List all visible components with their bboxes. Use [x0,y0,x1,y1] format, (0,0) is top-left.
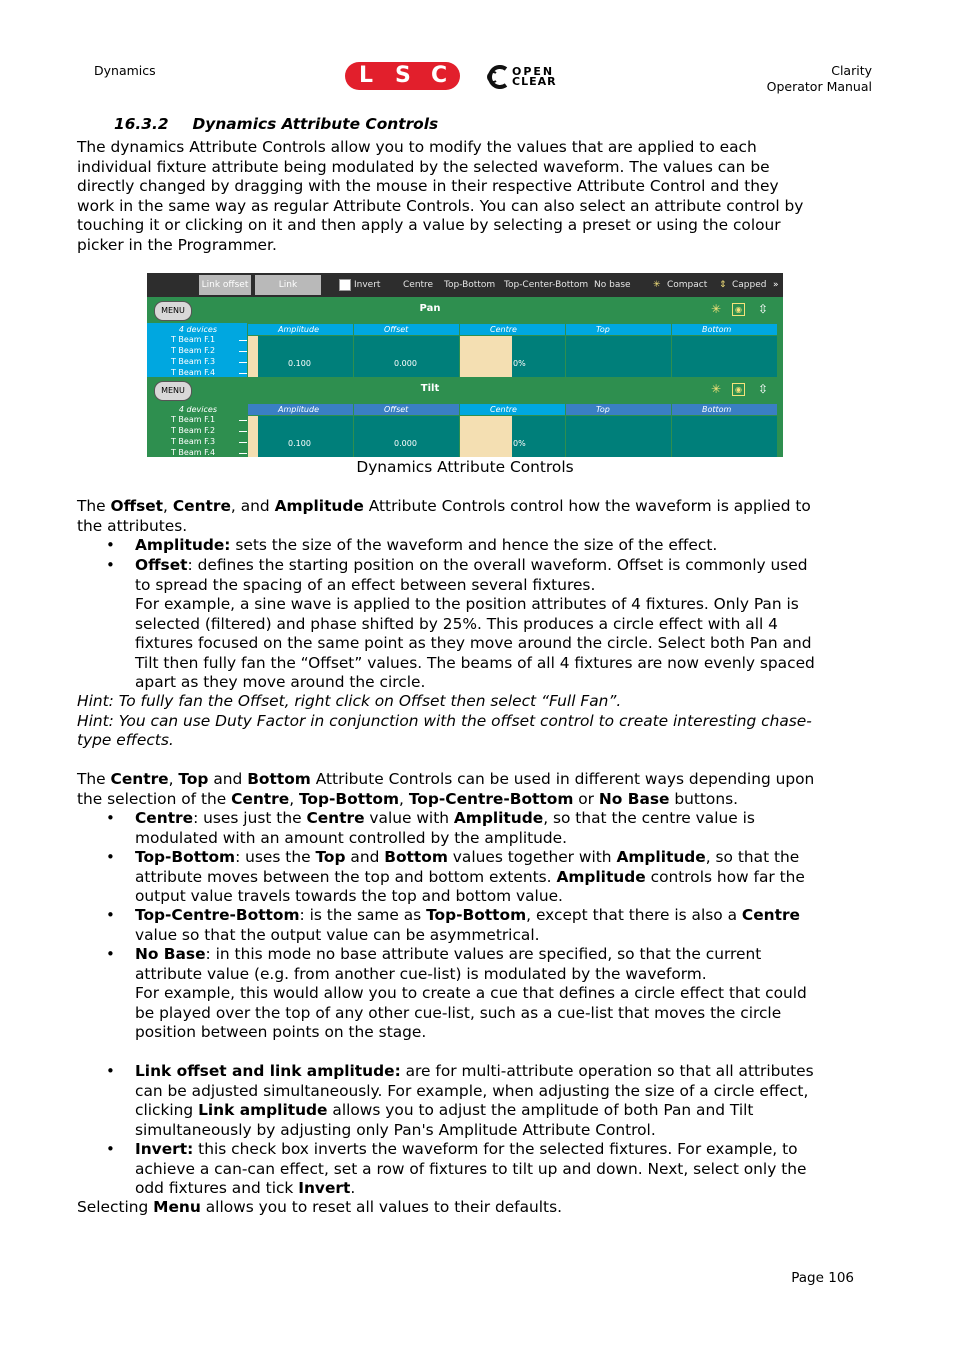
bold-term: Amplitude: [135,536,231,554]
text-line: attribute value (e.g. from another cue-list) is modulated by the waveform. [135,964,707,983]
bold-term: Link offset and link amplitude: [135,1062,401,1080]
pan-centre-control[interactable] [460,336,565,377]
lsc-logo-letter: L [359,63,374,88]
text-line: position between points on the stage. [135,1023,427,1041]
lsc-logo-letter: S [395,63,411,88]
text-line [77,770,857,790]
bold-term: Centre [741,906,800,924]
text-line: directly changed by dragging with the mouse in their respective Attribute Control and they [77,177,779,195]
bullet-amplitude [135,536,855,556]
tilt-offset-value: 0.000 [394,439,417,448]
bold-term: Top [178,770,209,788]
text-line [135,848,855,868]
text-run: Selecting [77,1198,154,1216]
tilt-amplitude-control[interactable] [248,416,353,457]
pan-device-list [147,323,247,377]
text-line: For example, this would allow you to create a cue that defines a circle effect that could [135,984,807,1002]
device-tick [239,420,247,421]
text-line [135,1101,855,1121]
text-run: The [77,770,111,788]
link-offset-button[interactable]: Link offset [199,275,251,295]
text-line: achieve a can-can effect, set a row of fixtures to tilt up and down. Next, select only the [135,1159,807,1178]
lsc-logo [345,62,460,90]
bullet-link [135,1062,855,1140]
column-header-offset: Offset [354,404,459,415]
dynamics-attribute-controls-screenshot [147,273,783,457]
bold-term: Centre [172,497,231,515]
device-label: T Beam F.3 [171,437,216,446]
hint-line: Hint: To fully fan the Offset, right click on Offset then select “Full Fan”. [77,692,622,710]
running-header-left: Dynamics [94,63,156,78]
text-run: , and [230,497,275,515]
text-run: this check box inverts the waveform for the selected fixtures. For example, to [193,1140,798,1158]
compact-icon[interactable]: ✳ [710,382,722,396]
section-number: 16.3.2 [114,115,169,133]
text-run: or [573,789,599,808]
tilt-section [147,377,783,457]
text-line [77,497,857,517]
column-header-centre: Centre [460,404,565,415]
text-line: apart as they move around the circle. [135,673,426,691]
expand-collapse-icon[interactable]: ⇳ [757,302,769,316]
device-label: T Beam F.4 [171,368,216,377]
device-label: T Beam F.1 [171,335,216,344]
text-line: fixtures focused on the same point as they move around the circle. Select both Pan and [135,634,812,652]
bold-term: Amplitude [274,497,364,515]
running-header-right [767,63,872,95]
bullet-icon: • [106,848,115,866]
tilt-bottom-control[interactable] [672,416,777,457]
bold-term: Top-Bottom [135,848,236,866]
text-line: picker in the Programmer. [77,235,277,254]
column-header-bottom: Bottom [672,404,777,415]
bold-term: Amplitude [453,809,544,827]
pan-section-bar [147,297,783,323]
bold-term: Top-Centre-Bottom [408,789,574,808]
pan-bottom-control[interactable] [672,336,777,377]
expand-collapse-icon[interactable]: ⇳ [757,382,769,396]
amplitude-level-bar [248,416,258,457]
menu-paragraph [77,1198,857,1218]
text-run: sets the size of the waveform and hence the size of the effect. [230,536,718,554]
text-run: , [163,497,173,515]
text-run: clicking [135,1101,199,1119]
top-bottom-button[interactable]: Top-Bottom [444,280,496,290]
pan-section-title: Pan [419,303,441,314]
text-run: and [208,770,248,788]
capped-icon: ⇕ [719,280,727,290]
centre-top-bottom-paragraph [77,770,857,809]
offset-centre-amplitude-paragraph [77,497,857,536]
device-tick [239,442,247,443]
text-line [135,809,855,829]
section-title: Dynamics Attribute Controls [192,115,439,133]
text-line [77,790,857,810]
text-run: value with [364,809,454,827]
text-run: : in this mode no base attribute values are specified, so that the current [205,945,762,963]
bold-term: No Base [598,789,670,808]
bold-term: Top-Bottom [426,906,527,924]
tilt-centre-value: 0% [513,439,526,448]
lsc-logo-letter: C [431,63,448,88]
bold-term: Link amplitude [198,1101,328,1119]
bullet-icon: • [106,945,115,963]
device-label: T Beam F.3 [171,357,216,366]
text-run: controls how far the [645,867,805,886]
text-run: : is the same as [299,906,427,924]
text-line [135,556,855,576]
device-tick [239,340,247,341]
text-line: The dynamics Attribute Controls allow you to modify the values that are applied to each [77,138,757,156]
more-toolbar-button[interactable]: » [773,280,779,290]
link-amplitude-button[interactable]: Link [255,275,321,295]
text-run: : defines the starting position on the overall waveform. Offset is commonly used [187,556,808,574]
device-tick [239,351,247,352]
text-run: The [77,497,111,515]
tilt-centre-control[interactable] [460,416,565,457]
capped-icon[interactable]: ◉ [732,303,745,316]
bold-term: Menu [153,1198,201,1216]
device-label: T Beam F.4 [171,448,216,457]
bold-term: Amplitude [556,867,646,886]
open-clear-logo-line2: CLEAR [512,75,557,88]
bold-term: Centre [110,770,169,788]
bold-term: Amplitude [616,848,706,866]
bullet-centre [135,809,855,848]
bullet-icon: • [106,809,115,827]
section-heading [114,115,438,135]
centre-level-bar [460,416,512,457]
text-line: work in the same way as regular Attribute Controls. You can also select an attribute control by [77,196,804,215]
text-line [135,868,855,888]
text-run: Attribute Controls control how the waveform is applied to [363,497,811,515]
text-run: , [168,770,179,788]
tilt-offset-control[interactable] [354,416,459,457]
centre-level-bar [460,336,512,377]
product-name: Clarity [831,63,872,78]
text-line [135,945,855,965]
text-line: individual fixture attribute being modulated by the selected waveform. The values can be [77,157,770,176]
text-line: can be adjusted simultaneously. For example, when adjusting the size of a circle effect, [135,1081,809,1100]
column-header-centre: Centre [460,324,565,335]
column-header-top: Top [566,324,671,335]
tilt-amplitude-value: 0.100 [288,439,311,448]
pan-offset-value: 0.000 [394,359,417,368]
compact-icon: ✳ [653,280,661,290]
compact-icon[interactable]: ✳ [710,302,722,316]
bold-term: Centre [306,809,365,827]
text-line [135,1179,855,1199]
text-run: , so that the [705,848,800,866]
bold-term: Offset [135,556,188,574]
open-clear-mark-icon [482,64,512,90]
invert-label: Invert [354,280,381,290]
text-run: attribute moves between the top and bottom extents. [135,867,557,886]
column-header-top: Top [566,404,671,415]
text-run: allows you to reset all values to their defaults. [200,1198,563,1216]
figure-caption: Dynamics Attribute Controls [356,458,574,476]
device-label: T Beam F.2 [171,426,216,435]
bullet-icon: • [106,536,115,554]
device-label: T Beam F.1 [171,415,216,424]
device-tick [239,362,247,363]
centre-button[interactable]: Centre [403,280,434,290]
pan-amplitude-value: 0.100 [288,359,311,368]
text-run: Attribute Controls can be used in different ways depending upon [310,770,815,788]
text-line [135,1062,855,1082]
bullet-no-base [135,945,855,1043]
device-tick [239,431,247,432]
text-run: , [399,789,409,808]
dynamics-toolbar [147,273,783,297]
no-base-button[interactable]: No base [594,280,631,290]
text-run: odd fixtures and tick [135,1179,299,1197]
bullet-top-bottom [135,848,855,907]
bold-term: Offset [110,497,164,515]
pan-centre-value: 0% [513,359,526,368]
pan-amplitude-control[interactable] [248,336,353,377]
device-tick [239,453,247,454]
bullet-icon: • [106,1062,115,1080]
pan-offset-control[interactable] [354,336,459,377]
bold-term: No Base [135,945,206,963]
bullet-invert [135,1140,855,1199]
intro-paragraph [77,138,857,255]
hint-line: type effects. [77,731,174,749]
text-line: selected (filtered) and phase shifted by 25%. This produces a circle effect with all 4 [135,614,778,633]
text-run: the selection of the [77,789,232,808]
invert-checkbox[interactable] [339,279,351,291]
text-line: modulated with an amount controlled by the amplitude. [135,828,568,847]
text-line: simultaneously by adjusting only Pan's Amplitude Attribute Control. [135,1120,656,1139]
bullet-top-centre-bottom [135,906,855,945]
column-header-amplitude: Amplitude [248,404,353,415]
amplitude-level-bar [248,336,258,377]
device-count: 4 devices [178,325,217,334]
device-label: T Beam F.2 [171,346,216,355]
text-line: value so that the output value can be asymmetrical. [135,925,540,944]
text-run: , so that the centre value is [543,809,755,827]
compact-button[interactable]: Compact [667,280,708,290]
column-header-offset: Offset [354,324,459,335]
bold-term: Centre [135,809,194,827]
text-run: are for multi-attribute operation so that all attributes [400,1062,814,1080]
bullet-offset [135,556,855,693]
text-line: output value travels towards the top and bottom value. [135,887,563,905]
text-line: For example, a sine wave is applied to the position attributes of 4 fixtures. Only Pan is [135,595,799,613]
text-line: Tilt then fully fan the “Offset” values. The beams of all 4 fixtures are now evenly spaced [135,653,815,672]
tilt-menu-button[interactable]: MENU [154,381,192,401]
text-run: : uses just the [193,809,307,827]
text-run: allows you to adjust the amplitude of both Pan and Tilt [327,1101,754,1119]
bold-term: Bottom [247,770,311,788]
text-run: , [289,789,299,808]
column-header-amplitude: Amplitude [248,324,353,335]
text-line: to spread the spacing of an effect between several fixtures. [135,575,596,594]
text-line: the attributes. [77,516,188,535]
bold-term: Bottom [384,848,448,866]
bullet-icon: • [106,556,115,574]
text-run: : uses the [235,848,316,866]
text-line: touching it or clicking on it and then apply a value by selecting a preset or using the colour [77,216,781,234]
top-center-bottom-button[interactable]: Top-Center-Bottom [504,280,589,290]
text-line: be played over the top of any other cue-list, such as a cue-list that moves the circle [135,1003,782,1022]
bold-term: Centre [231,789,290,808]
bullet-icon: • [106,906,115,924]
device-count: 4 devices [178,405,217,414]
text-run: . [350,1179,356,1197]
hints [77,692,857,751]
text-line [135,1140,855,1160]
bold-term: Top-Bottom [298,789,400,808]
text-run: buttons. [669,789,739,808]
bold-term: Top-Centre-Bottom [135,906,300,924]
pan-top-control[interactable] [566,336,671,377]
text-run: and [345,848,385,866]
bullet-icon: • [106,1140,115,1158]
bold-term: Invert: [135,1140,194,1158]
hint-line: Hint: You can use Duty Factor in conjunction with the offset control to create interesting chase- [77,711,812,730]
column-header-bottom: Bottom [672,324,777,335]
pan-section [147,297,783,377]
text-run: values together with [447,848,617,866]
capped-icon[interactable]: ◉ [732,383,745,396]
text-run: , except that there is also a [526,906,742,924]
bold-term: Top [315,848,346,866]
tilt-device-list [147,403,247,457]
tilt-top-control[interactable] [566,416,671,457]
open-clear-logo-line1: OPEN [512,65,555,78]
bold-term: Invert [298,1179,351,1197]
tilt-section-title: Tilt [420,383,440,394]
page-number: Page 106 [791,1270,854,1286]
manual-name: Operator Manual [766,79,872,94]
capped-button[interactable]: Capped [732,280,767,290]
open-clear-logo [482,64,578,90]
device-tick [239,373,247,374]
text-line [135,906,855,926]
tilt-section-bar [147,377,783,403]
pan-menu-button[interactable]: MENU [154,301,192,321]
